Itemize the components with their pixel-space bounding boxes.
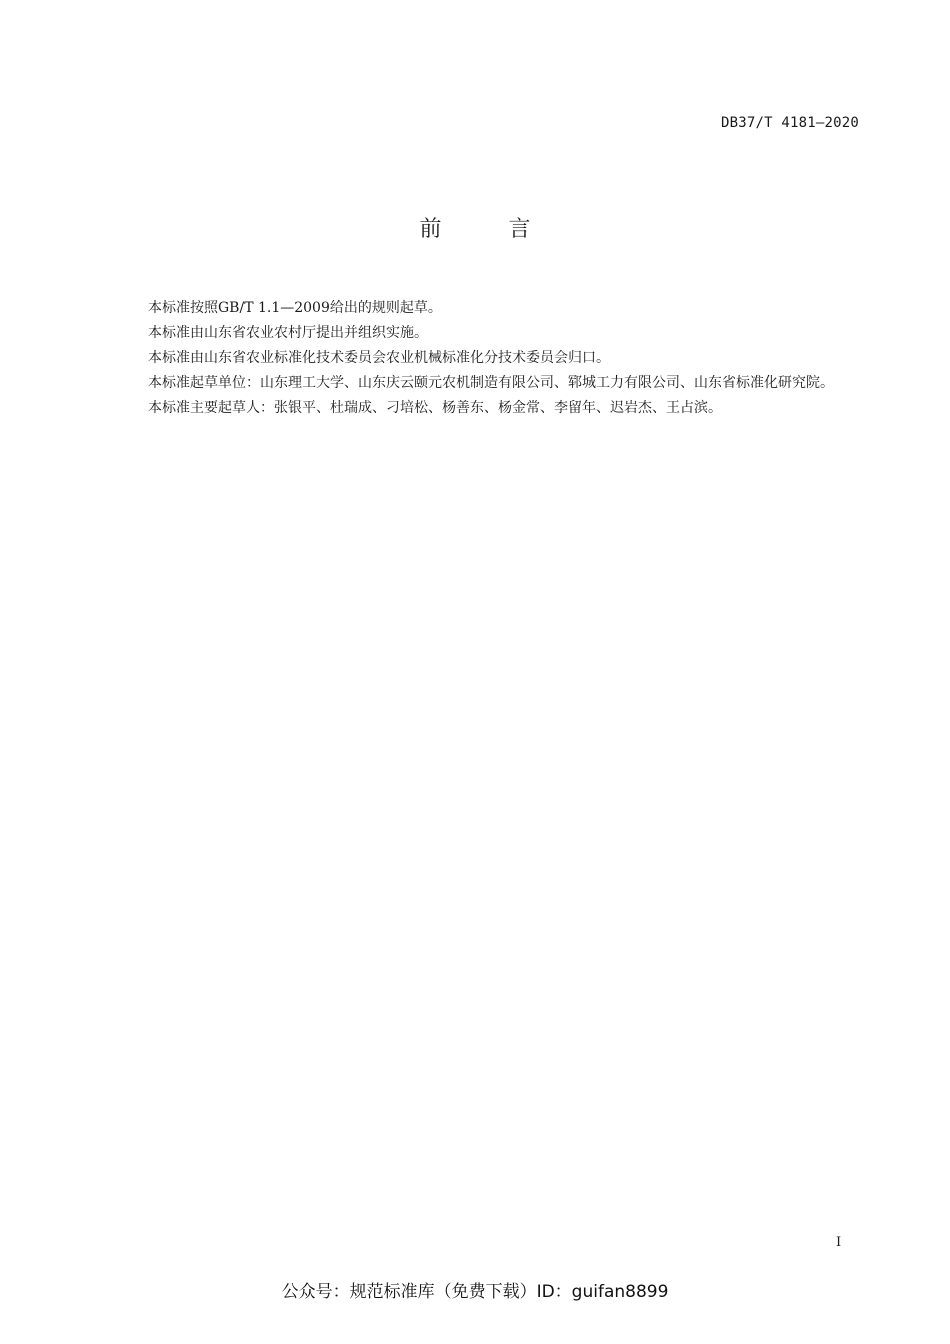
paragraph-drafters: 本标准主要起草人：张银平、杜瑞成、刁培松、杨善东、杨金常、李留年、迟岩杰、王占滨。 xyxy=(148,400,722,416)
paragraph-centralized-management: 本标准由山东省农业标准化技术委员会农业机械标准化分技术委员会归口。 xyxy=(148,350,610,366)
document-code: DB37/T 4181—2020 xyxy=(720,115,859,131)
foreword-body xyxy=(114,296,862,421)
page-title: 前 言 xyxy=(419,217,561,242)
paragraph-proposer: 本标准由山东省农业农村厅提出并组织实施。 xyxy=(148,325,428,341)
paragraph-drafting-rules: 本标准按照GB/T 1.1—2009给出的规则起草。 xyxy=(148,300,442,316)
page-number: I xyxy=(836,1235,842,1250)
paragraph-drafting-units: 本标准起草单位：山东理工大学、山东庆云颐元农机制造有限公司、郓城工力有限公司、山东省标准化研究院。 xyxy=(148,375,834,391)
watermark-text: 公众号：规范标准库（免费下载）ID：guifan8899 xyxy=(281,1282,669,1302)
